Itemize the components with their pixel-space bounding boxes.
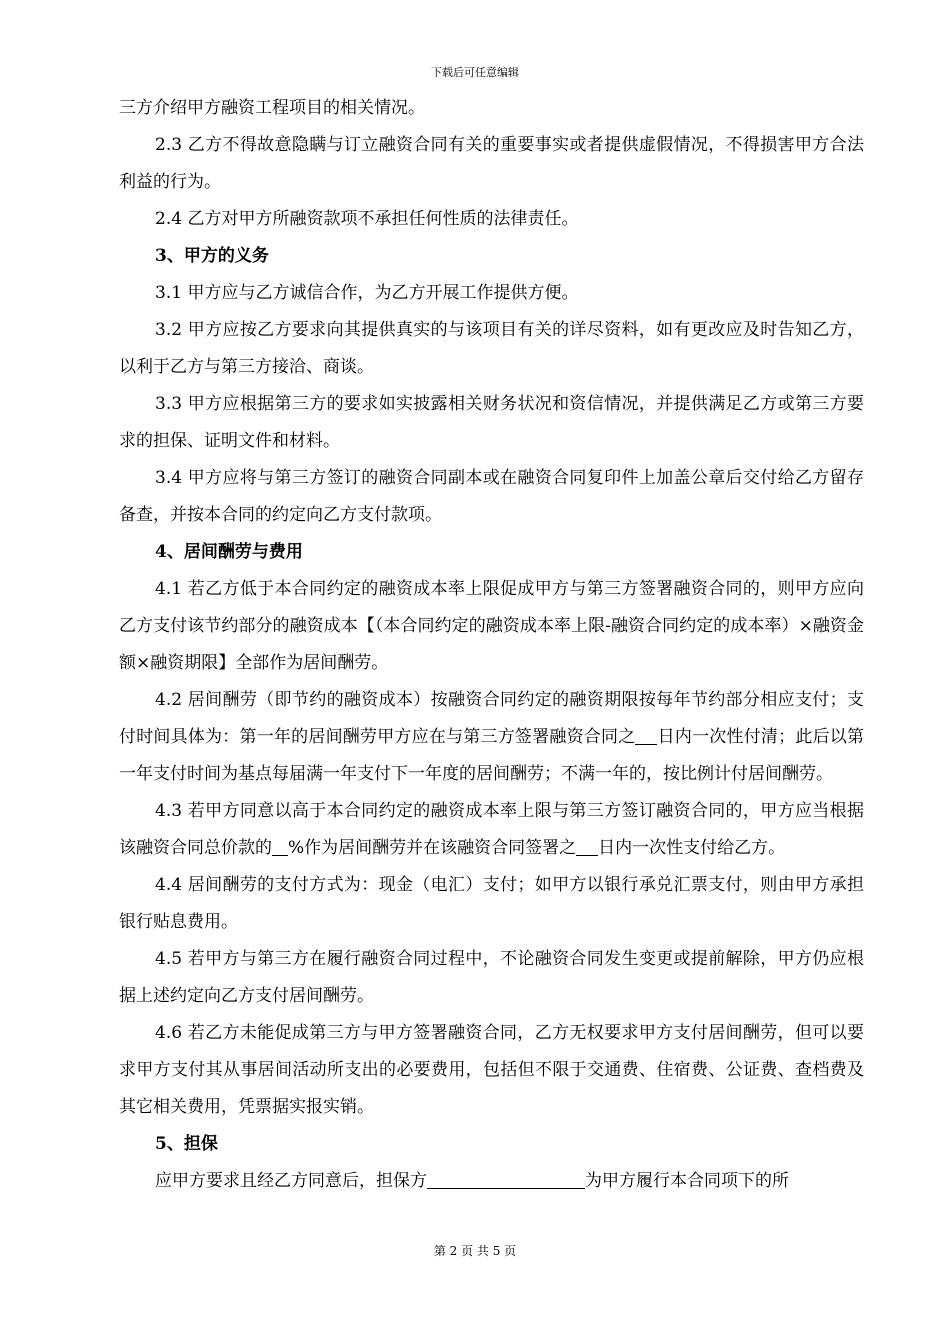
clause-2-4: 2.4 乙方对甲方所融资款项不承担任何性质的法律责任。	[155, 209, 579, 229]
clause-4-3-part-a: 4.3 若甲方同意以高于本合同约定的融资成本率上限与第三方签订融资合同的，甲方应当根据该融资合同总价款的	[119, 801, 864, 858]
clause-3-1: 3.1 甲方应与乙方诚信合作，为乙方开展工作提供方便。	[155, 283, 579, 303]
clause-4-6: 4.6 若乙方未能促成第三方与甲方签署融资合同，乙方无权要求甲方支付居间酬劳，但可以要求甲方支付其从事居间活动所支出的必要费用，包括但不限于交通费、住宿费、公证费、查档费及其它相关费用，凭票据实报实销。	[119, 1023, 864, 1117]
clause-2-3: 2.3 乙方不得故意隐瞒与订立融资合同有关的重要事实或者提供虚假情况，不得损害甲方合法利益的行为。	[119, 135, 864, 192]
document-body	[119, 90, 864, 1200]
clause-4-3-part-c: 日内一次性支付给乙方。	[598, 838, 786, 858]
blank-field-days[interactable]	[576, 835, 598, 856]
blank-field-percent[interactable]	[272, 835, 288, 856]
page-footer: 第 2 页 共 5 页	[433, 1244, 517, 1258]
clause-3-3: 3.3 甲方应根据第三方的要求如实披露相关财务状况和资信情况，并提供满足乙方或第三方要求的担保、证明文件和材料。	[119, 394, 864, 451]
clause-4-2-part-b: 日内一次性付清；此后以第一年支付时间为基点每届满一年支付下一年度的居间酬劳；不满一年的，按比例计付居间酬劳。	[119, 727, 865, 784]
clause-5-guarantee	[119, 1163, 864, 1200]
blank-field-guarantor[interactable]	[427, 1168, 585, 1189]
clause-5-part-a: 应甲方要求且经乙方同意后，担保方	[155, 1171, 427, 1191]
paragraph-continuation: 三方介绍甲方融资工程项目的相关情况。	[119, 98, 425, 118]
section-heading-3: 3、甲方的义务	[155, 246, 269, 266]
clause-5-part-b: 为甲方履行本合同项下的所	[585, 1171, 789, 1191]
page-header: 下载后可任意编辑	[431, 66, 519, 79]
section-heading-5: 5、担保	[155, 1134, 218, 1154]
clause-4-1: 4.1 若乙方低于本合同约定的融资成本率上限促成甲方与第三方签署融资合同的，则甲方应向乙方支付该节约部分的融资成本【（本合同约定的融资成本率上限-融资合同约定的成本率）×融资金额×融资期限】全部作为居间酬劳。	[119, 579, 864, 673]
clause-4-3	[119, 793, 864, 867]
clause-4-2	[119, 682, 864, 793]
section-heading-4: 4、居间酬劳与费用	[155, 542, 303, 562]
clause-4-2-part-a: 4.2 居间酬劳（即节约的融资成本）按融资合同约定的融资期限按每年节约部分相应支付；支付时间具体为：第一年的居间酬劳甲方应在与第三方签署融资合同之	[119, 690, 864, 747]
blank-field-days[interactable]	[635, 724, 657, 745]
clause-3-4: 3.4 甲方应将与第三方签订的融资合同副本或在融资合同复印件上加盖公章后交付给乙方留存备查，并按本合同的约定向乙方支付款项。	[119, 468, 864, 525]
clause-4-4: 4.4 居间酬劳的支付方式为：现金（电汇）支付；如甲方以银行承兑汇票支付，则由甲方承担银行贴息费用。	[119, 875, 864, 932]
clause-4-3-part-b: %作为居间酬劳并在该融资合同签署之	[288, 838, 577, 858]
clause-3-2: 3.2 甲方应按乙方要求向其提供真实的与该项目有关的详尽资料，如有更改应及时告知乙方，以利于乙方与第三方接洽、商谈。	[119, 320, 864, 377]
clause-4-5: 4.5 若甲方与第三方在履行融资合同过程中，不论融资合同发生变更或提前解除，甲方仍应根据上述约定向乙方支付居间酬劳。	[119, 949, 864, 1006]
